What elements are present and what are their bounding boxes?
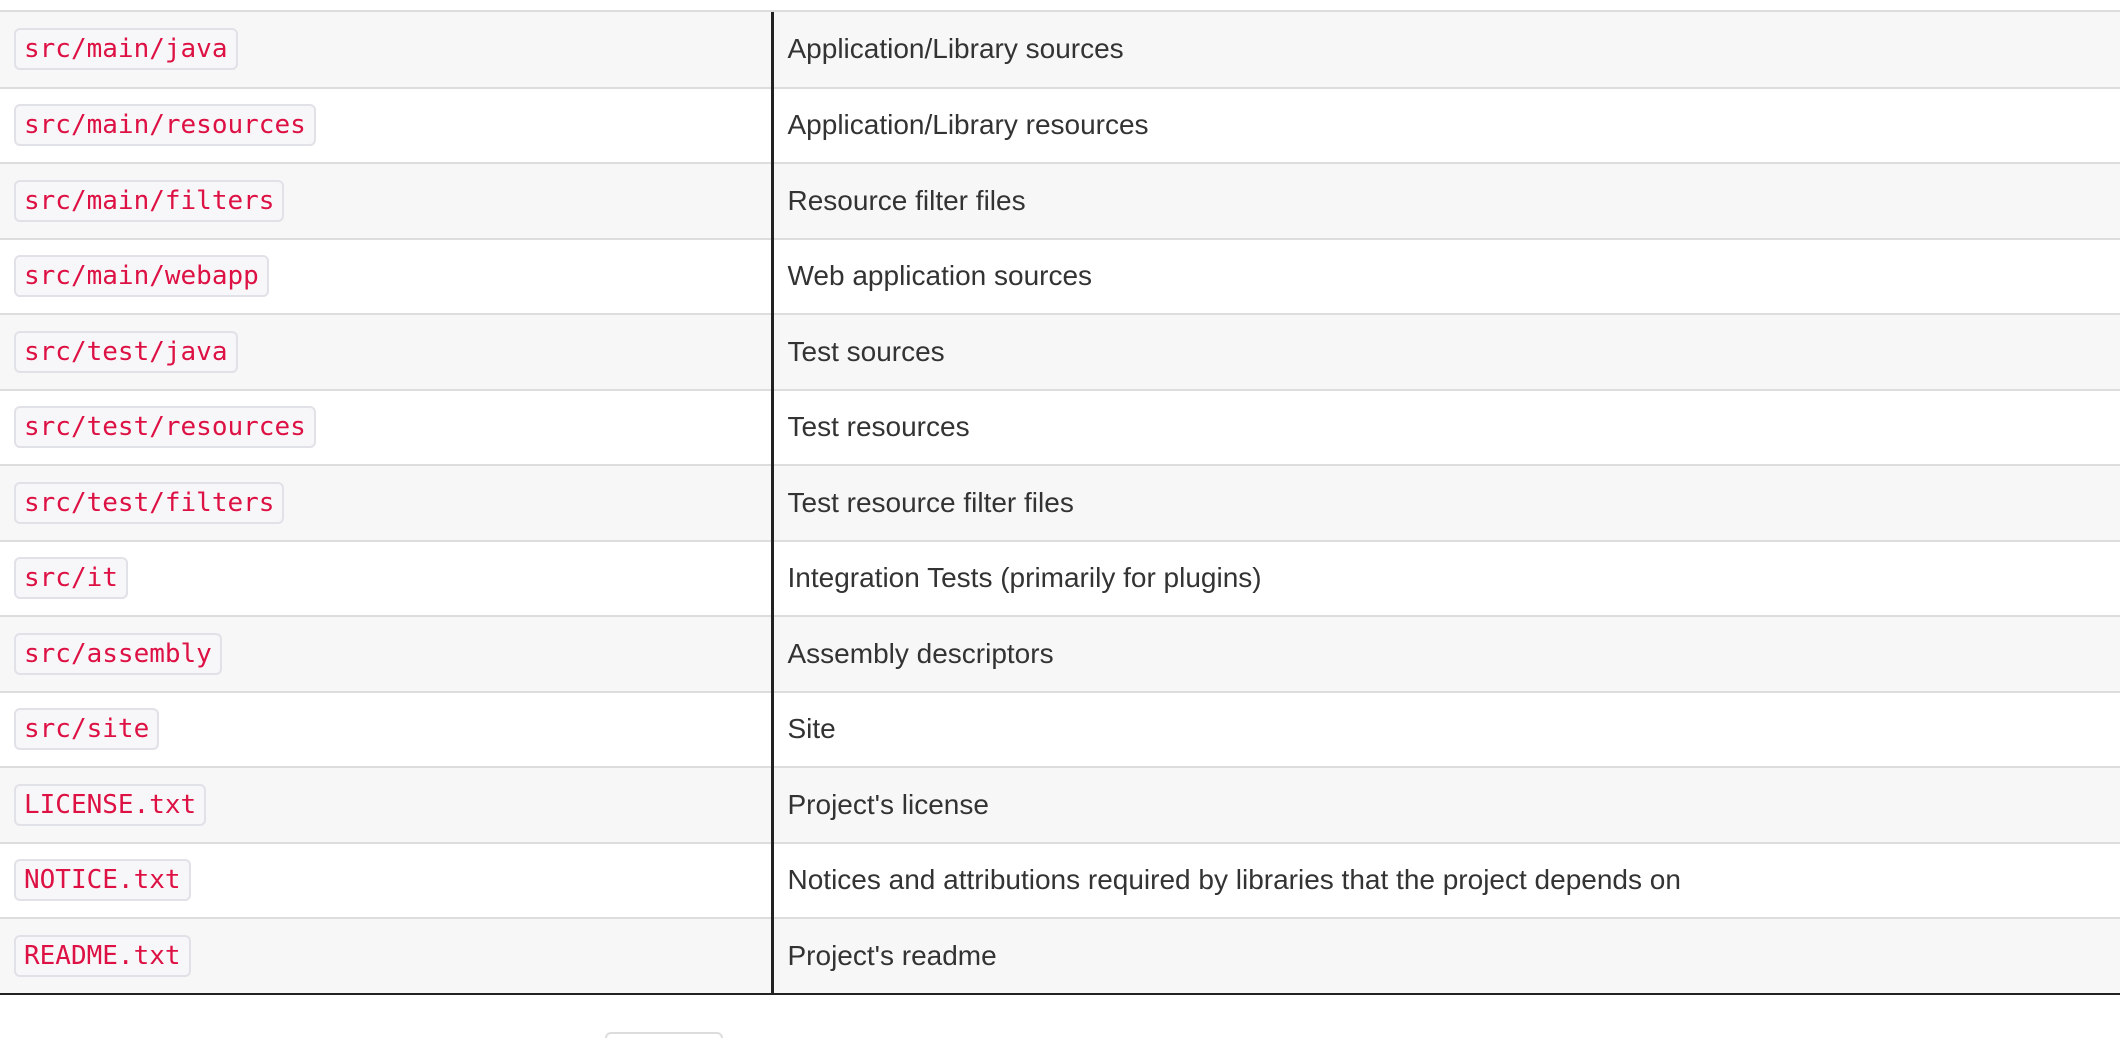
table-row bbox=[0, 616, 2120, 692]
path-cell bbox=[0, 541, 772, 617]
path-code: src/main/filters bbox=[14, 180, 284, 222]
path-cell bbox=[0, 314, 772, 390]
description-cell: Assembly descriptors bbox=[772, 616, 2120, 692]
path-cell bbox=[0, 692, 772, 768]
table-row bbox=[0, 314, 2120, 390]
description-cell: Integration Tests (primarily for plugins) bbox=[772, 541, 2120, 617]
path-cell bbox=[0, 767, 772, 843]
description-cell: Application/Library resources bbox=[772, 88, 2120, 164]
partial-code-block bbox=[605, 1032, 723, 1038]
path-code: README.txt bbox=[14, 935, 191, 977]
table-row bbox=[0, 390, 2120, 466]
table-body bbox=[0, 12, 2120, 994]
description-cell: Project's readme bbox=[772, 918, 2120, 994]
path-code: src/site bbox=[14, 708, 159, 750]
path-code: src/test/java bbox=[14, 331, 238, 373]
path-code: src/it bbox=[14, 557, 128, 599]
path-code: src/main/resources bbox=[14, 104, 316, 146]
path-code: src/test/resources bbox=[14, 406, 316, 448]
table-row bbox=[0, 541, 2120, 617]
description-cell: Application/Library sources bbox=[772, 12, 2120, 88]
path-code: NOTICE.txt bbox=[14, 859, 191, 901]
description-cell: Notices and attributions required by libraries that the project depends on bbox=[772, 843, 2120, 919]
description-cell: Resource filter files bbox=[772, 163, 2120, 239]
path-cell bbox=[0, 465, 772, 541]
table-row bbox=[0, 843, 2120, 919]
table-row bbox=[0, 12, 2120, 88]
path-cell bbox=[0, 12, 772, 88]
table-row bbox=[0, 692, 2120, 768]
path-cell bbox=[0, 163, 772, 239]
table-row bbox=[0, 918, 2120, 994]
path-code: src/test/filters bbox=[14, 482, 284, 524]
path-cell bbox=[0, 616, 772, 692]
directory-layout-table bbox=[0, 12, 2120, 995]
description-cell: Site bbox=[772, 692, 2120, 768]
table-row bbox=[0, 465, 2120, 541]
description-cell: Project's license bbox=[772, 767, 2120, 843]
path-code: src/main/webapp bbox=[14, 255, 269, 297]
path-cell bbox=[0, 843, 772, 919]
path-code: src/main/java bbox=[14, 28, 238, 70]
description-cell: Test resources bbox=[772, 390, 2120, 466]
path-cell bbox=[0, 239, 772, 315]
path-code: src/assembly bbox=[14, 633, 222, 675]
path-cell bbox=[0, 88, 772, 164]
table-row bbox=[0, 239, 2120, 315]
table-row bbox=[0, 163, 2120, 239]
table-row bbox=[0, 767, 2120, 843]
description-cell: Test sources bbox=[772, 314, 2120, 390]
path-cell bbox=[0, 918, 772, 994]
table-row bbox=[0, 88, 2120, 164]
path-cell bbox=[0, 390, 772, 466]
path-code: LICENSE.txt bbox=[14, 784, 206, 826]
description-cell: Test resource filter files bbox=[772, 465, 2120, 541]
description-cell: Web application sources bbox=[772, 239, 2120, 315]
